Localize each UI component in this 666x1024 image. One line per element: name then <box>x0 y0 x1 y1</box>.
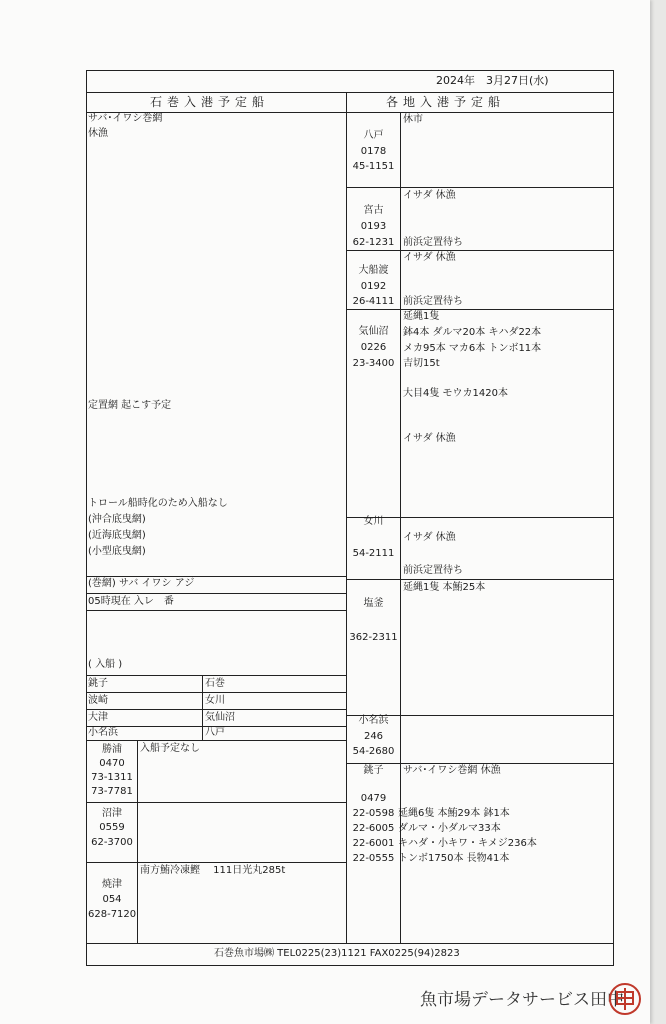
kyugyo-label: 休漁 <box>88 128 108 139</box>
port-line-3-0: 延縄1隻 <box>403 311 440 322</box>
port-code-3: 0226 <box>360 342 387 353</box>
bl-port-divider <box>137 740 138 944</box>
transfer-line-1 <box>86 692 346 693</box>
transfer-to-3: 八戸 <box>205 727 225 738</box>
kogata-label: (小型底曳網) <box>88 546 146 557</box>
port-code-2: 0192 <box>360 281 387 292</box>
port-line-1 <box>346 187 614 188</box>
bl-port-info-0: 入船予定なし <box>140 743 200 754</box>
report-date: 2024年 3月27日(水) <box>436 74 549 87</box>
frame-left-line <box>86 70 87 966</box>
teichi-label: 定置網 起こす予定 <box>88 400 172 411</box>
port-line-3-5: イサダ 休漁 <box>403 433 456 444</box>
as-of-label: 05時現在 入レ 番 <box>88 596 174 607</box>
port-line-5-0: 延縄1隻 本鮪25本 <box>403 582 486 593</box>
port-name-3: 気仙沼 <box>358 326 389 337</box>
bl-port-name-2: 焼津 <box>102 879 122 890</box>
transfer-from-1: 波崎 <box>88 695 108 706</box>
transfer-from-3: 小名浜 <box>88 727 118 738</box>
makiami-top-line <box>86 576 346 577</box>
makiami-mid-line <box>86 593 346 594</box>
port-line-5 <box>346 579 614 580</box>
header-row-line <box>86 112 614 113</box>
transfer-line-0 <box>86 675 346 676</box>
port-line-2 <box>346 250 614 251</box>
kinkai-label: (近海底曳網) <box>88 530 146 541</box>
port-line-1-1: 前浜定置待ち <box>403 237 463 248</box>
left-header: 石巻入港予定船 <box>150 95 270 109</box>
port-line-7 <box>346 763 614 764</box>
frame-bottom-line <box>86 965 614 966</box>
port-name-5: 塩釜 <box>363 598 384 609</box>
port-line-7-4: トンボ1750本 長物41本 <box>398 853 510 864</box>
publisher-signature: 魚市場データサービス田中 <box>420 990 624 1010</box>
nyusen-label: ( 入船 ) <box>88 659 123 670</box>
port-tel-5: 362-2311 <box>349 632 398 643</box>
port-code-6: 246 <box>363 731 384 742</box>
transfer-to-1: 女川 <box>205 695 225 706</box>
port-name-0: 八戸 <box>363 130 384 141</box>
saba-iwashi-label: サバ･イワシ巻網 <box>88 113 163 124</box>
bl-line-1 <box>86 802 346 803</box>
tanaka-seal-icon <box>608 982 642 1016</box>
frame-right-line <box>613 70 614 966</box>
port-tel2-7: 22-6005 <box>352 823 395 834</box>
bl-port-info-2: 南方鮪冷凍鰹 111日光丸285t <box>140 865 286 876</box>
port-tel-7: 22-0598 <box>352 808 395 819</box>
bl-port-tel2-0: 73-7781 <box>91 786 133 797</box>
port-name-7: 銚子 <box>363 765 384 776</box>
transfer-col-divider <box>202 675 203 740</box>
oki-label: (沖合底曳網) <box>88 514 146 525</box>
port-code-1: 0193 <box>360 221 387 232</box>
port-line-4-1: 前浜定置待ち <box>403 565 463 576</box>
port-name-2: 大船渡 <box>358 265 389 276</box>
bl-port-code-1: 0559 <box>99 822 125 833</box>
port-name-6: 小名浜 <box>358 715 389 726</box>
bl-port-name-1: 沼津 <box>102 808 122 819</box>
transfer-line-2 <box>86 709 346 710</box>
date-row-line <box>86 92 614 93</box>
bl-port-code-2: 054 <box>102 894 122 905</box>
port-line-2-0: イサダ 休漁 <box>403 252 456 263</box>
frame-top-line <box>86 70 614 71</box>
port-line-7-3: キハダ・小キワ・キメジ236本 <box>398 838 537 849</box>
transfer-from-0: 銚子 <box>88 678 108 689</box>
port-code-7: 0479 <box>360 793 387 804</box>
port-tel-3: 23-3400 <box>352 358 395 369</box>
port-tel-1: 62-1231 <box>352 237 395 248</box>
right-header: 各地入港予定船 <box>386 95 506 109</box>
as-of-line <box>86 610 346 611</box>
port-tel3-7: 22-6001 <box>352 838 395 849</box>
bl-port-tel1-0: 73-1311 <box>91 772 133 783</box>
port-line-4-0: イサダ 休漁 <box>403 532 456 543</box>
transfer-to-2: 気仙沼 <box>205 712 235 723</box>
port-line-1-0: イサダ 休漁 <box>403 190 456 201</box>
port-line-7-1: 延縄6隻 本鮪29本 鉢1本 <box>398 808 510 819</box>
trawl-label: トロール船時化のため入船なし <box>88 498 228 509</box>
port-tel-0: 45-1151 <box>352 161 395 172</box>
port-line-3-1: 鉢4本 ダルマ20本 キハダ22本 <box>403 327 542 338</box>
bl-port-tel1-1: 62-3700 <box>91 837 133 848</box>
transfer-from-2: 大津 <box>88 712 108 723</box>
port-line-3-3: 吉切15t <box>403 358 440 369</box>
port-tel-6: 54-2680 <box>352 746 395 757</box>
port-line-3 <box>346 309 614 310</box>
port-line-0-0: 休市 <box>403 114 423 125</box>
port-line-3-4: 大目4隻 モウカ1420本 <box>403 388 508 399</box>
port-tel-2: 26-4111 <box>352 296 395 307</box>
transfer-to-0: 石巻 <box>205 678 225 689</box>
port-name-4: 女川 <box>363 516 384 527</box>
bl-port-tel1-2: 628-7120 <box>88 909 137 920</box>
makiami-fish-label: (巻網) サバ イワシ アジ <box>88 578 195 589</box>
footer-top-line <box>86 943 614 944</box>
port-tel-4: 54-2111 <box>352 548 395 559</box>
port-line-7-0: サバ･イワシ巻網 休漁 <box>403 765 501 776</box>
port-line-3-2: メカ95本 マカ6本 トンボ11本 <box>403 343 542 354</box>
port-line-7-2: ダルマ・小ダルマ33本 <box>398 823 501 834</box>
bl-port-name-0: 勝浦 <box>102 744 122 755</box>
bl-port-code-0: 0470 <box>99 758 125 769</box>
port-code-0: 0178 <box>360 146 387 157</box>
port-name-1: 宮古 <box>363 205 384 216</box>
transfer-line-4 <box>86 740 346 741</box>
port-line-2-1: 前浜定置待ち <box>403 296 463 307</box>
port-tel4-7: 22-0555 <box>352 853 395 864</box>
bl-line-2 <box>86 862 346 863</box>
footer-contact: 石巻魚市場㈱ TEL0225(23)1121 FAX0225(94)2823 <box>214 948 460 959</box>
